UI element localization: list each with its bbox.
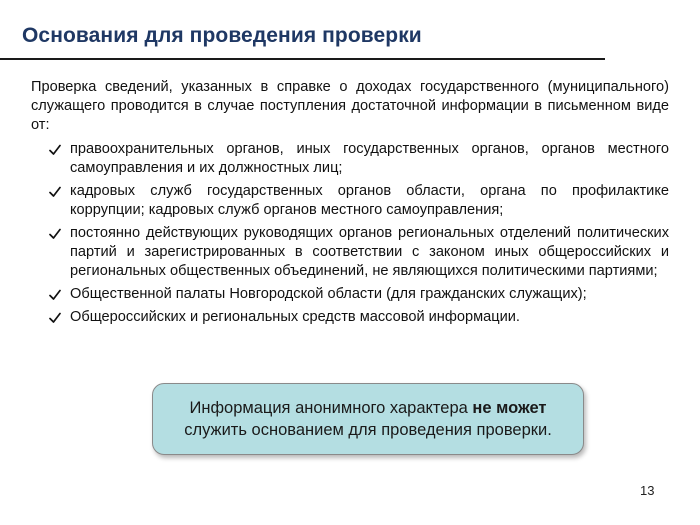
list-item <box>31 182 669 220</box>
anonymous-info-callout <box>152 383 584 455</box>
intro-paragraph: Проверка сведений, указанных в справке о доходах государственного (муниципального) служащего проводится в случае поступления достаточной информации в письменном виде от: <box>31 79 669 133</box>
checkmark-icon <box>49 224 63 243</box>
bullet-text: правоохранительных органов, иных государственных органов, органов местного самоуправления и их должностных лиц; <box>70 141 669 176</box>
bullet-text: Общественной палаты Новгородской области (для гражданских служащих); <box>70 286 587 302</box>
list-item <box>31 224 669 281</box>
bullet-list <box>31 140 669 327</box>
callout-text-after: служить основанием для проведения проверки. <box>184 421 552 439</box>
list-item <box>31 308 669 327</box>
slide-title: Основания для проведения проверки <box>22 24 422 47</box>
list-item <box>31 140 669 178</box>
page-number: 13 <box>640 483 655 498</box>
callout-text-bold: не может <box>472 399 547 417</box>
bullet-text: Общероссийских и региональных средств массовой информации. <box>70 309 520 325</box>
callout-text <box>184 397 552 441</box>
bullet-text: постоянно действующих руководящих органов региональных отделений политических партий и зарегистрированных в соответствии с законом иных общероссийских и региональных общественных объединений, не являющихся политическими партиями; <box>70 225 669 279</box>
checkmark-icon <box>49 308 63 327</box>
bullet-text: кадровых служб государственных органов области, органа по профилактике коррупции; кадровых служб органов местного самоуправления; <box>70 183 669 218</box>
checkmark-icon <box>49 285 63 304</box>
callout-text-before: Информация анонимного характера <box>189 399 473 417</box>
checkmark-icon <box>49 140 63 159</box>
slide-body <box>31 78 669 331</box>
title-underline <box>0 58 605 60</box>
list-item <box>31 285 669 304</box>
checkmark-icon <box>49 182 63 201</box>
